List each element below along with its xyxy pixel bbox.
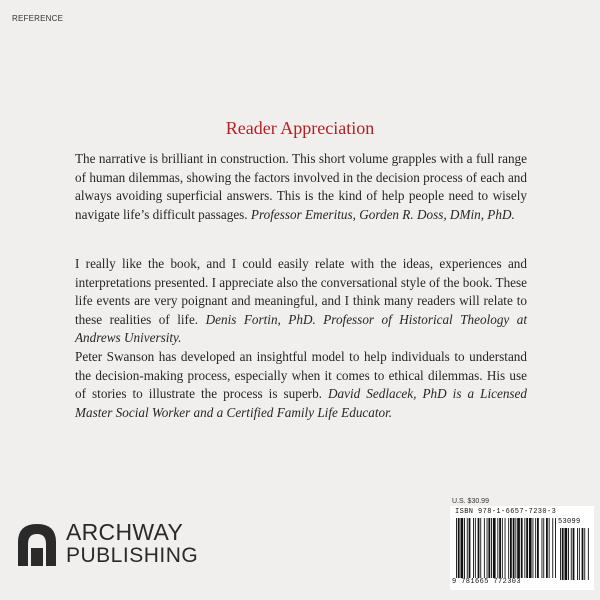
barcode-bar bbox=[478, 518, 480, 578]
barcode-bar bbox=[571, 528, 572, 580]
barcode-bar bbox=[461, 518, 464, 578]
barcode-bar bbox=[502, 518, 503, 578]
barcode-bar bbox=[513, 518, 515, 578]
barcode-bar bbox=[588, 528, 589, 580]
price-label: U.S. $30.99 bbox=[452, 498, 489, 505]
barcode-bar bbox=[582, 528, 584, 580]
category-label: REFERENCE bbox=[12, 14, 64, 23]
barcode-bar bbox=[573, 528, 575, 580]
ean-number: 9 781665 772303 bbox=[452, 578, 522, 586]
barcode-bar bbox=[543, 518, 544, 578]
barcode-bar bbox=[508, 518, 509, 578]
barcode-bar bbox=[542, 518, 543, 578]
barcode-bar bbox=[493, 518, 496, 578]
barcode-bar bbox=[517, 518, 520, 578]
barcode-bar bbox=[533, 518, 534, 578]
review-text: The narrative is brilliant in construction. This short volume grapples with a full range of human dilemmas, showing the factors involved in the decision process of each and always avoiding superficial answers. This is the kind of help people need to wisely navigate life’s difficult passages. bbox=[75, 151, 527, 222]
section-title: Reader Appreciation bbox=[225, 118, 375, 138]
barcode-bar bbox=[529, 518, 532, 578]
barcode-bar bbox=[484, 518, 485, 578]
barcode-bar bbox=[488, 518, 490, 578]
barcode-bar bbox=[487, 518, 488, 578]
barcode-bar bbox=[499, 518, 501, 578]
barcode-bar bbox=[497, 518, 498, 578]
barcode-bar bbox=[546, 518, 548, 578]
barcode-addon-bars bbox=[560, 528, 590, 580]
review-attribution: David Sedlacek, PhD is a Licensed Master Social Worker and a Certified Family Life Educator. bbox=[75, 386, 528, 420]
review-3 bbox=[75, 348, 527, 422]
barcode-bar bbox=[537, 518, 539, 578]
barcode-bar bbox=[577, 528, 578, 580]
barcode-bar bbox=[491, 518, 492, 578]
barcode-bar bbox=[535, 518, 536, 578]
barcode-bar bbox=[568, 528, 569, 580]
publisher-logo bbox=[16, 520, 206, 568]
review-1 bbox=[75, 150, 527, 224]
barcode-bar bbox=[524, 518, 525, 578]
review-attribution: Professor Emeritus, Gorden R. Doss, DMin, PhD. bbox=[250, 206, 515, 222]
barcode-bar bbox=[505, 518, 506, 578]
addon-number: 53099 bbox=[558, 518, 581, 526]
barcode-bar bbox=[584, 528, 585, 580]
review-2 bbox=[75, 255, 527, 348]
publisher-name-line1: ARCHWAY bbox=[66, 519, 184, 545]
barcode-bar bbox=[464, 518, 465, 578]
barcode-bar bbox=[475, 518, 476, 578]
barcode-bar bbox=[555, 518, 556, 578]
review-text: I really like the book, and I could easily relate with the ideas, experiences and interpretations presented. I appreciate also the conversational style of the book. These life events are very poignant and meaningful, and I think many readers will relate to these realities of life. bbox=[75, 256, 528, 327]
barcode-bar bbox=[458, 518, 460, 578]
review-attribution: Denis Fortin, PhD. Professor of Historical Theology at Andrews University. bbox=[75, 311, 527, 346]
barcode-bar bbox=[562, 528, 564, 580]
barcode-bar bbox=[579, 528, 580, 580]
barcode-bar bbox=[526, 518, 528, 578]
barcode-bar bbox=[552, 518, 553, 578]
barcode-bar bbox=[467, 518, 468, 578]
archway-logo-icon bbox=[16, 522, 58, 566]
barcode-bar bbox=[510, 518, 512, 578]
barcode-bar bbox=[473, 518, 474, 578]
barcode-bars bbox=[456, 518, 556, 578]
barcode-bar bbox=[480, 518, 481, 578]
barcode-bar bbox=[560, 528, 561, 580]
barcode-bar bbox=[521, 518, 523, 578]
review-text: Peter Swanson has developed an insightful model to help individuals to understand the decision-making process, especially when it comes to ethical dilemmas. His use of stories to illustrate the process is superb. bbox=[75, 349, 527, 402]
barcode-bar bbox=[515, 518, 516, 578]
barcode-bar bbox=[565, 528, 568, 580]
barcode-bar bbox=[469, 518, 471, 578]
isbn-text: ISBN 978-1-6657-7230-3 bbox=[455, 508, 557, 516]
barcode-bar bbox=[549, 518, 550, 578]
publisher-name-line2: PUBLISHING bbox=[66, 544, 199, 567]
barcode-bar bbox=[456, 518, 457, 578]
barcode bbox=[450, 506, 594, 590]
